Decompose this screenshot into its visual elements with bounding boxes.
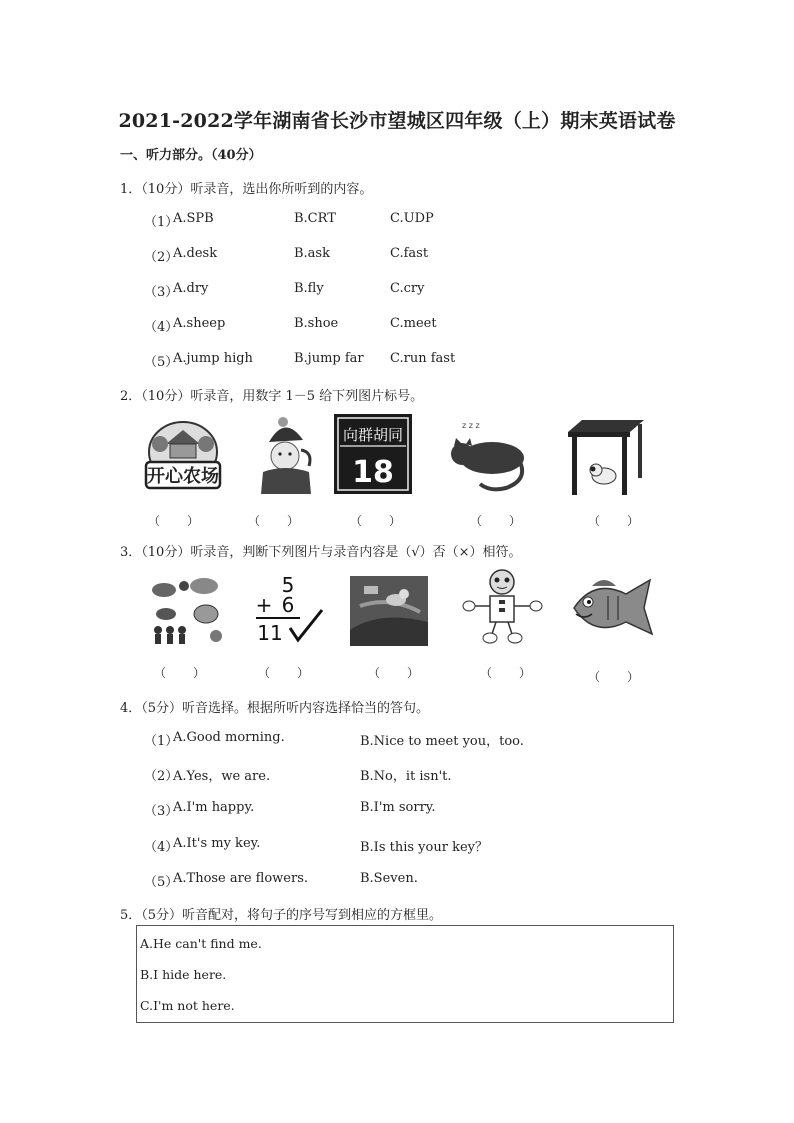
sentence-a: A.He can't find me. xyxy=(140,936,262,951)
q4-row-5-option-a: A.Those are flowers. xyxy=(173,871,309,886)
q1-row-2-number: （2） xyxy=(144,250,179,265)
q4-row-4-option-b: B.Is this your key？ xyxy=(360,840,488,855)
q1-row-5-option-a: A.jump high xyxy=(173,351,253,366)
q3-answer-blank-1[interactable]: （ ） xyxy=(154,666,207,680)
q1-row-3-number: （3） xyxy=(144,285,179,300)
happy-farm-sign-text: 开心农场 xyxy=(147,466,219,487)
q2-answer-blank-1[interactable]: （ ） xyxy=(148,514,201,528)
sentence-c: C.I'm not here. xyxy=(140,998,235,1013)
math-addition-image xyxy=(252,574,326,646)
child-in-winter-hat-image xyxy=(255,414,315,494)
q4-row-5-option-b: B.Seven. xyxy=(360,871,418,886)
q3-answer-blank-2[interactable]: （ ） xyxy=(258,666,311,680)
q1-row-5-number: （5） xyxy=(144,355,179,370)
math-result-number: 11 xyxy=(257,621,283,645)
math-second-number: 6 xyxy=(281,593,295,617)
q2-answer-blank-5[interactable]: （ ） xyxy=(588,514,641,528)
q1-row-1-number: （1） xyxy=(144,215,179,230)
street-sign-name: 向群胡同 xyxy=(342,426,404,444)
q4-row-1-option-a: A.Good morning. xyxy=(173,730,285,745)
bird-in-tree-image xyxy=(350,576,428,646)
sentence-b: B.I hide here. xyxy=(140,967,227,982)
q1-row-3-option-c: C.cry xyxy=(390,281,425,296)
page-title: 2021-2022学年湖南省长沙市望城区四年级（上）期末英语试卷 xyxy=(118,110,676,132)
question-4-stem: 4．（5分）听音选择。根据所听内容选择恰当的答句。 xyxy=(120,701,430,716)
math-top-number: 5 xyxy=(281,574,295,597)
question-5-stem: 5．（5分）听音配对，将句子的序号写到相应的方框里。 xyxy=(120,908,443,923)
q1-row-4-option-a: A.sheep xyxy=(173,316,226,331)
q3-answer-blank-4[interactable]: （ ） xyxy=(480,666,533,680)
robot-figure-image xyxy=(460,568,548,648)
q4-row-4-number: （4） xyxy=(144,840,179,855)
q2-answer-blank-2[interactable]: （ ） xyxy=(248,514,301,528)
q3-answer-blank-5[interactable]: （ ） xyxy=(588,670,641,684)
q1-row-2-option-b: B.ask xyxy=(294,246,330,261)
q2-answer-blank-3[interactable]: （ ） xyxy=(350,514,403,528)
street-sign-image xyxy=(334,414,412,494)
q1-row-1-option-a: A.SPB xyxy=(173,211,214,226)
q1-row-4-option-c: C.meet xyxy=(390,316,437,331)
q4-row-3-number: （3） xyxy=(144,804,179,819)
sleeping-cat-image xyxy=(444,418,528,496)
question-1-stem: 1．（10分）听录音，选出你所听到的内容。 xyxy=(120,182,373,197)
q3-answer-blank-3[interactable]: （ ） xyxy=(368,666,421,680)
q4-row-5-number: （5） xyxy=(144,875,179,890)
q1-row-4-option-b: B.shoe xyxy=(294,316,339,331)
fish-image xyxy=(568,572,654,642)
sentence-box xyxy=(136,925,674,1023)
q1-row-5-option-b: B.jump far xyxy=(294,351,364,366)
q4-row-3-option-a: A.I'm happy. xyxy=(173,800,255,815)
q1-row-4-number: （4） xyxy=(144,320,179,335)
q1-row-2-option-c: C.fast xyxy=(390,246,429,261)
q1-row-2-option-a: A.desk xyxy=(173,246,218,261)
question-2-stem: 2．（10分）听录音，用数字 1－5 给下列图片标号。 xyxy=(120,389,424,404)
question-3-stem: 3．（10分）听录音，判断下列图片与录音内容是（√）否（×）相符。 xyxy=(120,545,522,560)
q4-row-2-number: （2） xyxy=(144,769,179,784)
svg-text:z z z: z z z xyxy=(462,421,480,430)
q1-row-3-option-a: A.dry xyxy=(173,281,209,296)
q1-row-5-option-c: C.run fast xyxy=(390,351,456,366)
q4-row-4-option-a: A.It's my key. xyxy=(173,836,261,851)
q4-row-1-number: （1） xyxy=(144,734,179,749)
q4-row-2-option-a: A.Yes，we are. xyxy=(173,769,271,784)
q1-row-1-option-b: B.CRT xyxy=(294,211,336,226)
happy-farm-sign-image xyxy=(138,414,228,496)
street-sign-number: 18 xyxy=(352,455,394,490)
q1-row-3-option-b: B.fly xyxy=(294,281,324,296)
q4-row-1-option-b: B.Nice to meet you，too. xyxy=(360,734,524,749)
math-plus-sign: + xyxy=(255,593,273,617)
food-and-people-image xyxy=(146,574,226,646)
dog-under-table-image xyxy=(564,418,648,498)
q1-row-1-option-c: C.UDP xyxy=(390,211,434,226)
q4-row-2-option-b: B.No，it isn't. xyxy=(360,769,452,784)
section-heading-listening: 一、听力部分。（40分） xyxy=(120,148,262,163)
q2-answer-blank-4[interactable]: （ ） xyxy=(470,514,523,528)
q4-row-3-option-b: B.I'm sorry. xyxy=(360,800,436,815)
